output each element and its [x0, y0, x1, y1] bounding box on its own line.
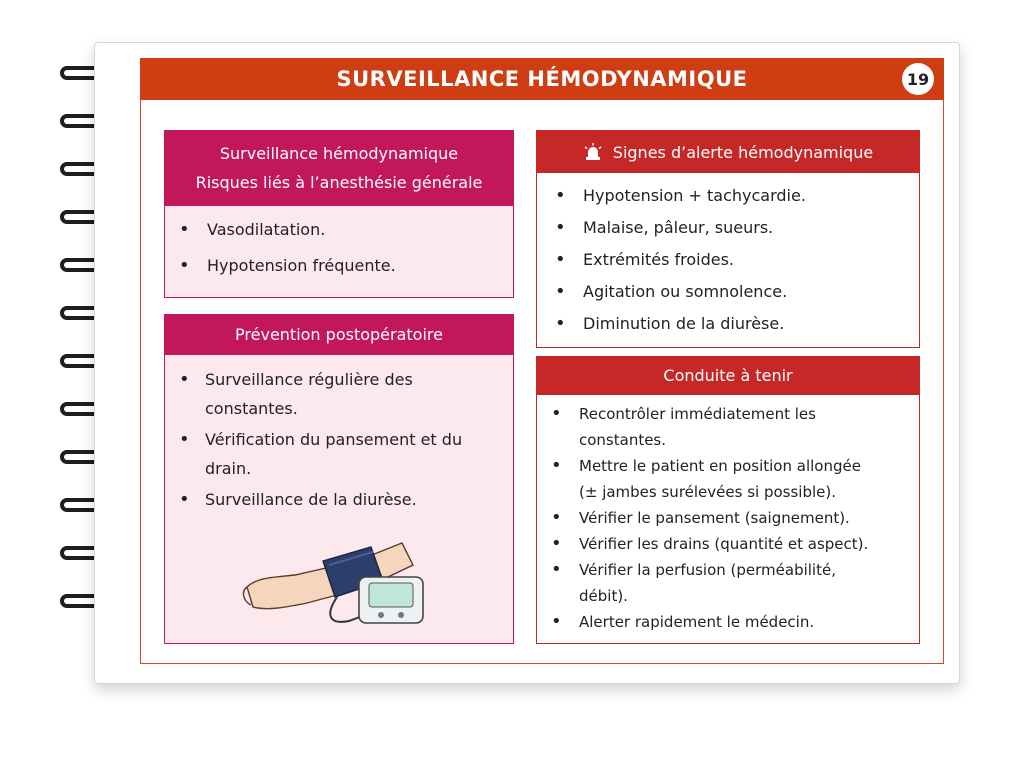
- bullet-icon: •: [179, 219, 190, 240]
- bullet-icon: •: [179, 429, 190, 450]
- list-item: [179, 425, 513, 483]
- list-item-text: constantes.: [579, 431, 667, 449]
- prevention-list: [165, 355, 513, 514]
- list-item: [551, 453, 919, 505]
- title-bar: [140, 58, 944, 100]
- list-item-text: Malaise, pâleur, sueurs.: [583, 218, 774, 237]
- blood-pressure-monitor-icon: [237, 525, 437, 635]
- bullet-icon: •: [555, 281, 566, 302]
- bullet-icon: •: [555, 217, 566, 238]
- conduct-panel: [536, 356, 920, 644]
- list-item: [179, 485, 513, 514]
- list-item: [551, 531, 919, 557]
- list-item: [179, 218, 513, 254]
- list-item: [555, 309, 919, 341]
- list-item-text: Vérifier la perfusion (perméabilité,: [579, 561, 836, 579]
- monitor-button: [398, 612, 404, 618]
- list-item-text: Mettre le patient en position allongée: [579, 457, 861, 475]
- list-item: [551, 609, 919, 635]
- list-item-text: constantes.: [205, 399, 298, 418]
- list-item-text: débit).: [579, 587, 628, 605]
- alarm-light-icon: [583, 143, 603, 161]
- list-item: [551, 505, 919, 531]
- bullet-icon: •: [551, 611, 562, 632]
- alert-list: [537, 173, 919, 341]
- risks-panel-heading: [165, 131, 513, 206]
- list-item: [551, 401, 919, 453]
- bullet-icon: •: [179, 369, 190, 390]
- page-title: SURVEILLANCE HÉMODYNAMIQUE: [336, 67, 748, 91]
- list-item-text: Alerter rapidement le médecin.: [579, 613, 815, 631]
- list-item-text: (± jambes surélevées si possible).: [579, 483, 836, 501]
- risks-heading-line2: Risques liés à l’anesthésie générale: [195, 173, 483, 192]
- monitor-button: [378, 612, 384, 618]
- list-item: [551, 557, 919, 609]
- prevention-panel: [164, 314, 514, 644]
- monitor-screen: [369, 583, 413, 607]
- list-item-text: Surveillance de la diurèse.: [205, 490, 417, 509]
- bullet-icon: •: [179, 255, 190, 276]
- list-item-text: Vérification du pansement et du: [205, 430, 463, 449]
- bullet-icon: •: [551, 533, 562, 554]
- conduct-list: [537, 395, 919, 635]
- risks-list: [165, 206, 513, 290]
- alert-signs-panel: [536, 130, 920, 348]
- list-item-text: Hypotension fréquente.: [207, 256, 396, 275]
- list-item: [179, 365, 513, 423]
- conduct-panel-heading: Conduite à tenir: [537, 357, 919, 395]
- list-item-text: Vérifier le pansement (saignement).: [579, 509, 850, 527]
- list-item-text: Hypotension + tachycardie.: [583, 186, 806, 205]
- list-item-text: Vasodilatation.: [207, 220, 326, 239]
- list-item: [555, 181, 919, 213]
- bullet-icon: •: [551, 455, 562, 476]
- list-item: [179, 254, 513, 290]
- list-item-text: Agitation ou somnolence.: [583, 282, 788, 301]
- risks-heading-line1: Surveillance hémodynamique: [219, 144, 459, 163]
- risks-panel: [164, 130, 514, 298]
- list-item-text: Recontrôler immédiatement les: [579, 405, 816, 423]
- list-item-text: Extrémités froides.: [583, 250, 735, 269]
- list-item-text: drain.: [205, 459, 252, 478]
- bullet-icon: •: [179, 489, 190, 510]
- bullet-icon: •: [551, 559, 562, 580]
- page-number-badge: 19: [902, 63, 934, 95]
- list-item: [555, 245, 919, 277]
- alert-panel-heading: [537, 131, 919, 173]
- bullet-icon: •: [551, 507, 562, 528]
- bullet-icon: •: [555, 185, 566, 206]
- list-item: [555, 277, 919, 309]
- list-item-text: Surveillance régulière des: [205, 370, 413, 389]
- prevention-panel-heading: Prévention postopératoire: [165, 315, 513, 355]
- list-item-text: Vérifier les drains (quantité et aspect).: [579, 535, 869, 553]
- list-item-text: Diminution de la diurèse.: [583, 314, 785, 333]
- bullet-icon: •: [551, 403, 562, 424]
- bullet-icon: •: [555, 313, 566, 334]
- bullet-icon: •: [555, 249, 566, 270]
- list-item: [555, 213, 919, 245]
- alert-panel-title: Signes d’alerte hémodynamique: [612, 142, 874, 162]
